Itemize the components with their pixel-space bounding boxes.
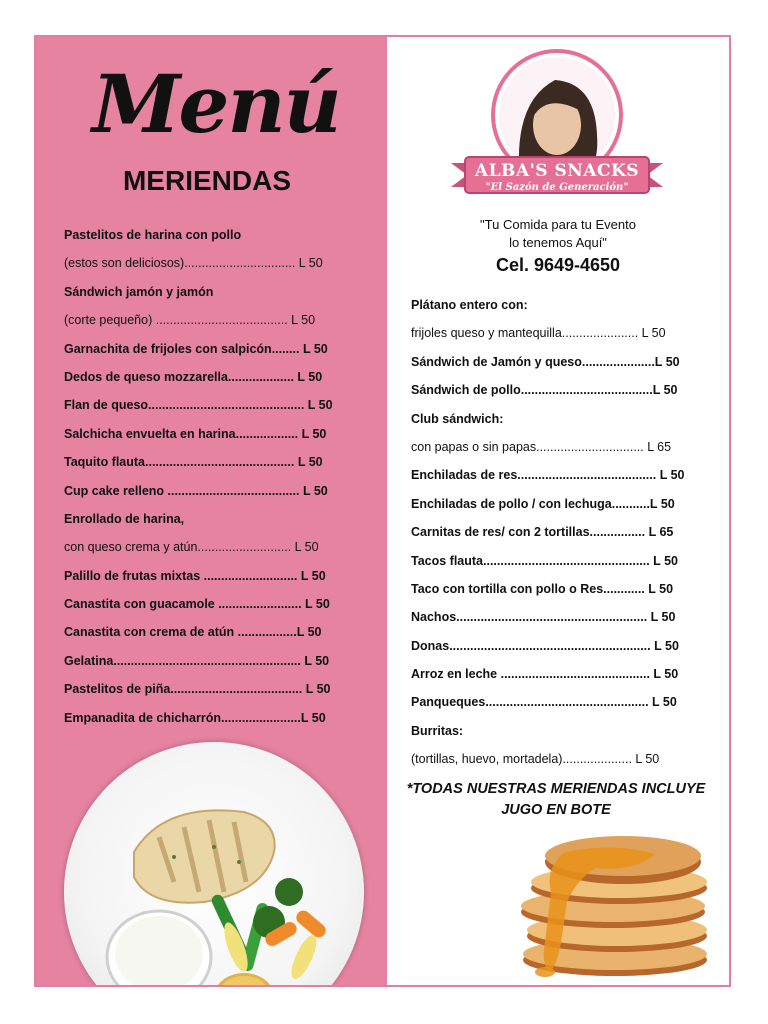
left-menu-list [64, 221, 369, 732]
list-item: Pastelitos de piña...................................... L 50 [64, 682, 331, 697]
list-item: Empanadita de chicharrón.......................L 50 [64, 710, 326, 725]
list-item: Flan de queso............................................. L 50 [64, 398, 333, 413]
phone-number: Cel. 9649-4650 [495, 255, 621, 275]
list-item: Burritas: [411, 723, 464, 738]
list-item: Plátano entero con: [411, 298, 528, 312]
footer-note [401, 779, 711, 821]
list-item: (tortillas, huevo, mortadela).................... L 50 [411, 752, 660, 767]
list-item: Enchiladas de res........................................ L 50 [411, 468, 685, 483]
pancakes-image [505, 832, 720, 982]
tagline-line-2: lo tenemos Aquí" [509, 235, 607, 250]
menu-subtitle: MERIENDAS [122, 165, 291, 196]
list-item: Salchicha envuelta en harina.................. L 50 [64, 426, 327, 441]
list-item: frijoles queso y mantequilla...................... L 50 [411, 326, 666, 341]
menu-title: Menú [92, 57, 340, 151]
footer-note-line-2: JUGO EN BOTE [501, 802, 611, 818]
list-item: Arroz en leche ........................................... L 50 [411, 667, 679, 682]
list-item: Dedos de queso mozzarella................... L 50 [64, 369, 323, 384]
list-item: Taco con tortilla con pollo o Res............ L 50 [411, 581, 674, 596]
right-menu-list [411, 291, 701, 774]
brand-name: ALBA'S SNACKS [474, 161, 640, 181]
brand-slogan: "El Sazón de Generación" [485, 182, 629, 193]
food-plate-image [64, 742, 364, 987]
list-item: Sándwich jamón y jamón [64, 284, 214, 299]
list-item: con queso crema y atún........................... L 50 [64, 540, 319, 555]
footer-note-line-1: *TODAS NUESTRAS MERIENDAS INCLUYE [406, 781, 706, 797]
left-panel [36, 37, 387, 985]
list-item: Enrollado de harina, [64, 511, 185, 526]
list-item: Garnachita de frijoles con salpicón........ L 50 [64, 341, 328, 356]
list-item: Panqueques............................................... L 50 [411, 695, 677, 710]
list-item: Donas.......................................................... L 50 [411, 638, 679, 653]
list-item: Pastelitos de harina con pollo [64, 228, 242, 242]
list-item: Sándwich de Jamón y queso.....................L 50 [411, 354, 680, 369]
list-item: Carnitas de res/ con 2 tortillas................ L 65 [411, 525, 674, 540]
food-plate-illustration [64, 742, 364, 987]
list-item: Canastita con crema de atún .................L 50 [64, 625, 322, 640]
list-item: Sándwich de pollo......................................L 50 [411, 383, 678, 398]
list-item: Tacos flauta................................................ L 50 [411, 553, 678, 568]
list-item: Palillo de frutas mixtas ........................... L 50 [64, 568, 326, 583]
list-item: Nachos....................................................... L 50 [411, 610, 676, 625]
list-item: Enchiladas de pollo / con lechuga...........L 50 [411, 496, 675, 511]
list-item: (corte pequeño) ...................................... L 50 [64, 313, 316, 328]
list-item: Cup cake relleno ...................................... L 50 [64, 483, 328, 498]
list-item: Club sándwich: [411, 411, 504, 426]
list-item: Taquito flauta........................................... L 50 [64, 455, 323, 470]
list-item: (estos son deliciosos)................................ L 50 [64, 256, 323, 271]
tagline-line-1: "Tu Comida para tu Evento [480, 217, 636, 232]
right-panel [387, 37, 729, 985]
menu-sheet [34, 35, 731, 987]
list-item: Canastita con guacamole ........................ L 50 [64, 597, 330, 612]
list-item: con papas o sin papas............................... L 65 [411, 439, 672, 454]
list-item: Gelatina...................................................... L 50 [64, 653, 330, 668]
